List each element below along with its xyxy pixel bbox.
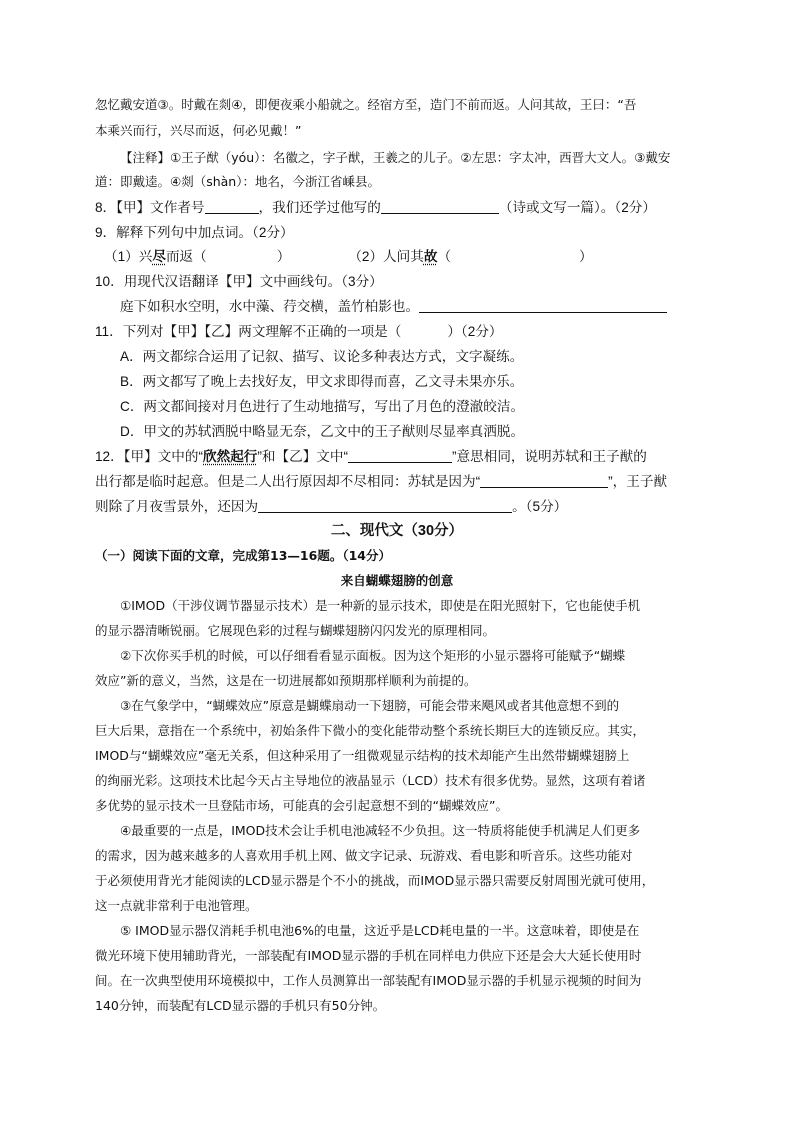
q11-option-d[interactable]: D．甲文的苏轼洒脱中略显无奈，乙文中的王子猷则尽显率真洒脱。 <box>120 424 525 439</box>
q9-dotted-word-1: 尽 <box>152 249 166 264</box>
article-p2-line-1: ②下次你买手机的时候，可以仔细看看显示面板。因为这个矩形的小显示器将可能赋予“蝴蝶 <box>120 648 626 663</box>
q11-option-a[interactable]: A．两文都综合运用了记叙、描写、议论多种表达方式，文字凝练。 <box>120 349 524 364</box>
question-9-items <box>104 248 712 266</box>
classical-line-2: 本乘兴而行，兴尽而返，何必见戴！” <box>95 123 302 138</box>
q8-blank-pen-name[interactable] <box>205 199 259 214</box>
question-9-heading: 9．解释下列句中加点词。（2分） <box>95 225 294 240</box>
article-p2-line-2: 效应”新的意义，当然，这是在一切进展都如预期那样顺利为前提的。 <box>95 673 477 688</box>
q9-item-2-post: （ <box>437 249 452 264</box>
section-2-subheading <box>95 547 703 565</box>
question-11-heading <box>95 323 703 341</box>
q11-option-b[interactable]: B．两文都写了晚上去找好友，甲文求即得而喜，乙文寻未果亦乐。 <box>120 374 524 389</box>
q10-sentence: 庭下如积水空明，水中藻、荇交横，盖竹柏影也。 <box>120 299 420 314</box>
q12-blank-2[interactable] <box>480 473 608 488</box>
q10-answer-blank[interactable] <box>419 298 667 313</box>
q9-item-2-close: ） <box>579 249 593 264</box>
article-p3-line-5: 多优势的显示技术一旦登陆市场，可能真的会引起意想不到的“蝴蝶效应”。 <box>95 798 508 813</box>
article-p3-line-4: 的绚丽光彩。这项技术比起今天占主导地位的液晶显示（LCD）技术有很多优势。显然，这项有着诸 <box>95 773 646 788</box>
article-p4-line-1: ④最重要的一点是，IMOD技术会让手机电池减轻不少负担。这一特质将能使手机满足人们更多 <box>120 823 641 838</box>
article-p5-line-3: 间。在一次典型使用环境模拟中，工作人员测算出一部装配有IMOD显示器的手机显示视频的时间为 <box>95 973 642 988</box>
article-p3-line-3: IMOD与“蝴蝶效应”毫无关系，但这种采用了一组微观显示结构的技术却能产生出然带蝴蝶翅膀上 <box>95 748 630 763</box>
q12-blank-1[interactable] <box>348 448 452 463</box>
q9-item-1-pre: （1）兴 <box>104 249 153 264</box>
section-2-sub-range: 13—16 <box>270 548 318 563</box>
q12-key-phrase: 欣然起行 <box>203 449 258 464</box>
article-p4-line-3: 于必须使用背光才能阅读的LCD显示器是个不小的挑战，而IMOD显示器只需要反射周围光就可使用， <box>95 873 655 888</box>
q11-heading-post: ）（2分） <box>447 324 503 339</box>
article-p4-line-4: 这一点就非常利于电池管理。 <box>95 898 258 913</box>
question-12-line-2 <box>95 473 703 491</box>
q12-text-3: ”意思相同，说明苏轼和王子猷的 <box>452 449 647 464</box>
q12-text-4: 出行都是临时起意。但是二人出行原因却不尽相同：苏轼是因为“ <box>95 474 481 489</box>
article-p3-line-1: ③在气象学中，“蝴蝶效应”原意是蝴蝶扇动一下翅膀，可能会带来飓风或者其他意想不到的 <box>120 698 620 713</box>
classical-line-1: 忽忆戴安道③。时戴在剡④，即便夜乘小船就之。经宿方至，造门不前而返。人问其故，王曰：“吾 <box>95 97 637 112</box>
q11-option-c[interactable]: C．两文都间接对月色进行了生动地描写，写出了月色的澄澈皎洁。 <box>120 399 525 414</box>
article-p5-line-1: ⑤ IMOD显示器仅消耗手机电池6%的电量，这近乎是LCD耗电量的一半。这意味着，即使是在 <box>120 923 640 938</box>
section-2-sub-post: 题。（14分） <box>317 548 391 563</box>
q8-text-3: （诗或文写一篇）。（2分） <box>498 200 656 215</box>
question-12-line-3 <box>95 498 703 516</box>
section-2-sub-pre: （一）阅读下面的文章，完成第 <box>95 548 271 563</box>
article-p5-line-2: 微光环境下使用辅助背光，一部装配有IMOD显示器的手机在同样电力供应下还是会大大延长使用时 <box>95 948 642 963</box>
article-p1-line-1: ①IMOD（干涉仪调节器显示技术）是一种新的显示技术，即使是在阳光照射下，它也能使手机 <box>120 598 641 613</box>
q9-item-1-post: 而返（ <box>165 249 207 264</box>
q12-text-6: 则除了月夜雪景外，还因为 <box>95 499 259 514</box>
notes-line-1: 【注释】①王子猷（yóu）：名徽之，字子猷，王羲之的儿子。②左思：字太冲，西晋大文人。③戴安 <box>120 150 671 165</box>
q12-text-5: ”，王子猷 <box>608 474 668 489</box>
question-8 <box>95 199 703 217</box>
q12-text-7: 。（5分） <box>512 499 568 514</box>
article-p3-line-2: 巨大后果，意指在一个系统中，初始条件下微小的变化能带动整个系统长期巨大的连锁反应。其实， <box>95 723 646 738</box>
q9-item-1 <box>104 249 290 264</box>
q8-text-1: 8．【甲】文作者号 <box>95 200 205 215</box>
notes-line-2: 道：即戴逵。④剡（shàn）：地名，今浙江省嵊县。 <box>95 174 380 189</box>
question-12-line-1 <box>95 448 703 466</box>
q8-text-2: ，我们还学过他写的 <box>258 200 381 215</box>
q9-item-2-pre: （2）人问其 <box>348 249 424 264</box>
q9-item-2 <box>348 249 592 264</box>
question-10-line <box>120 298 703 316</box>
q9-item-1-close: ） <box>276 249 291 264</box>
q8-blank-work[interactable] <box>381 199 499 214</box>
article-p4-line-2: 的需求，因为越来越多的人喜欢用手机上网、做文字记录、玩游戏、看电影和听音乐。这些功能对 <box>95 848 633 863</box>
q12-text-1: 12．【甲】文中的“ <box>95 449 204 464</box>
article-title: 来自蝴蝶翅膀的创意 <box>340 573 454 588</box>
q11-heading-pre: 11．下列对【甲】【乙】两文理解不正确的一项是（ <box>95 324 402 339</box>
q12-blank-3[interactable] <box>258 498 512 513</box>
q9-dotted-word-2: 故 <box>423 249 438 264</box>
section-2-title: 二、现代文（30分） <box>330 523 464 539</box>
question-10-heading: 10．用现代汉语翻译【甲】文中画线句。（3分） <box>95 274 383 289</box>
q12-text-2: ”和【乙】文中“ <box>257 449 349 464</box>
article-p1-line-2: 的显示器清晰锐丽。它展现色彩的过程与蝴蝶翅膀闪闪发光的原理相同。 <box>95 623 496 638</box>
article-p5-line-4: 140分钟，而装配有LCD显示器的手机只有50分钟。 <box>95 998 386 1013</box>
